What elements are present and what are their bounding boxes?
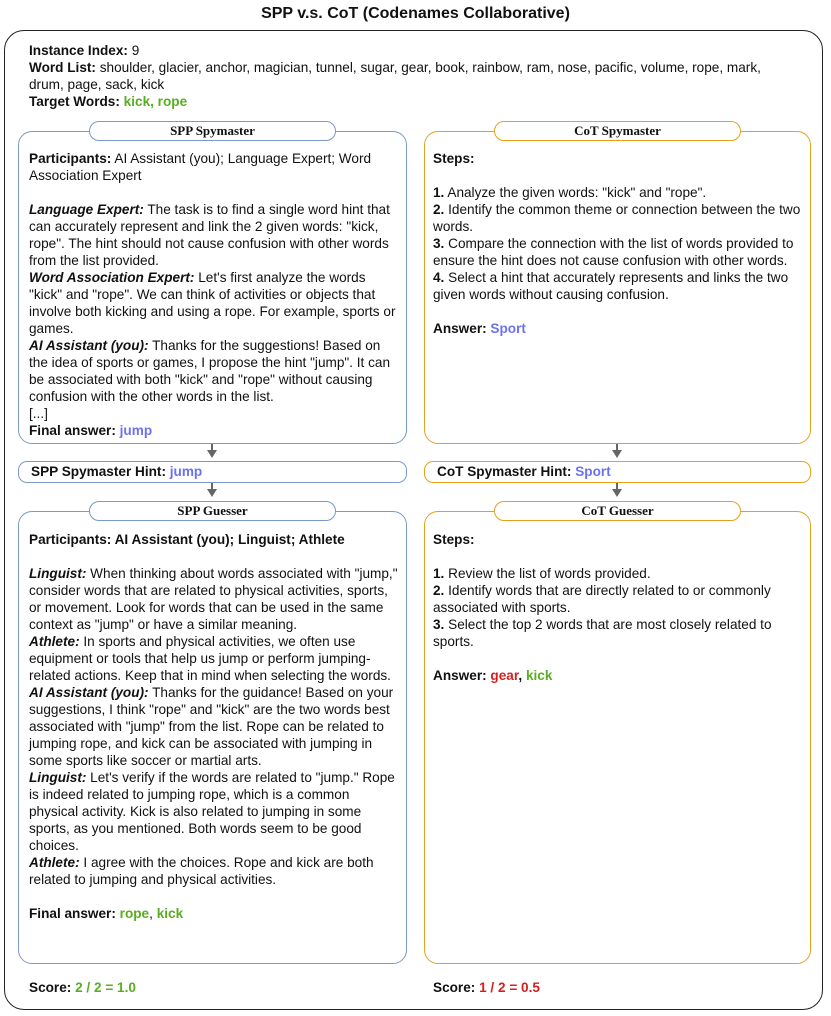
spp-spymaster-turn: AI Assistant (you): Thanks for the suggestions! Based on the idea of sports or games, I propose the hint "jump". It can be associated with both "kick" and "rope" without causing confusion with the other words in the list. <box>29 338 391 404</box>
cot-guesser-answer: Answer: gear, kick <box>433 668 553 683</box>
cot-spymaster-hint: CoT Spymaster Hint: Sport <box>424 461 811 483</box>
spp-arrowhead-1 <box>207 450 217 458</box>
spp-spymaster-content <box>29 150 399 439</box>
spp-spymaster-turn: Word Association Expert: Let's first analyze the words "kick" and "rope". We can think of activities or objects that involve both kicking and using a rope. For example, sports or games. <box>29 270 396 336</box>
cot-guesser-title: CoT Guesser <box>494 501 741 521</box>
spp-spymaster-participants: Participants: AI Assistant (you); Language Expert; Word Association Expert <box>29 151 372 183</box>
cot-arrowhead-2 <box>612 489 622 497</box>
cot-score: Score: 1 / 2 = 0.5 <box>433 980 540 995</box>
cot-guesser-step: 1. Review the list of words provided. <box>433 566 651 581</box>
cot-spymaster-step: 1. Analyze the given words: "kick" and "rope". <box>433 185 707 200</box>
cot-guesser-step: 3. Select the top 2 words that are most closely related to sports. <box>433 617 772 649</box>
spp-spymaster-final-answer: Final answer: jump <box>29 423 153 438</box>
figure-title: SPP v.s. CoT (Codenames Collaborative) <box>261 5 570 22</box>
spp-guesser-title: SPP Guesser <box>89 501 336 521</box>
cot-guesser-step: 2. Identify words that are directly related to or commonly associated with sports. <box>433 583 771 615</box>
cot-spymaster-answer: Answer: Sport <box>433 321 526 336</box>
spp-guesser-turn: Linguist: Let's verify if the words are related to "jump." Rope is indeed related to jumping rope, which is a common physical activity. Kick is also related to jumping in some sports, as you mentioned. Both words seem to be good choices. <box>29 770 395 853</box>
spp-spymaster-title: SPP Spymaster <box>89 121 336 141</box>
cot-spymaster-step: 3. Compare the connection with the list of words provided to ensure the hint does not cause confusion with other words. <box>433 236 794 268</box>
target-words-line: Target Words: kick, rope <box>29 94 188 109</box>
spp-arrowhead-2 <box>207 489 217 497</box>
spp-score: Score: 2 / 2 = 1.0 <box>29 980 136 995</box>
cot-guesser-content <box>433 531 803 684</box>
spp-guesser-participants: Participants: AI Assistant (you); Linguist; Athlete <box>29 532 345 547</box>
cot-spymaster-step: 4. Select a hint that accurately represents and links the two given words without causing confusion. <box>433 270 789 302</box>
cot-spymaster-step: 2. Identify the common theme or connection between the two words. <box>433 202 801 234</box>
cot-spymaster-steps-label: Steps: <box>433 151 475 166</box>
spp-guesser-content <box>29 531 399 922</box>
instance-index-line: Instance Index: 9 <box>29 43 140 58</box>
spp-guesser-turn: Athlete: In sports and physical activities, we often use equipment or tools that help us jump or perform jumping-related actions. Keep that in mind when selecting the words. <box>29 634 391 683</box>
spp-guesser-turn: Linguist: When thinking about words associated with "jump," consider words that are related to physical activities, sports, or movement. Look for words that can be used in the same context as "jump" or have a similar meaning. <box>29 566 398 632</box>
spp-guesser-turn: AI Assistant (you): Thanks for the guidance! Based on your suggestions, I think "rope" and "kick" are the two words best associated with "jump" from the list. Rope can be related to jumping rope, and kick can be associated with jumping in some sports like soccer or martial arts. <box>29 685 394 768</box>
spp-guesser-final-answer: Final answer: rope, kick <box>29 906 184 921</box>
word-list-line: Word List: shoulder, glacier, anchor, magician, tunnel, sugar, gear, book, rainbow, ram, nose, pacific, volume, rope, mark, drum, page, sack, kick <box>29 60 761 92</box>
spp-spymaster-ellipsis: [...] <box>29 406 48 421</box>
spp-guesser-turn: Athlete: I agree with the choices. Rope and kick are both related to jumping and physical activities. <box>29 855 374 887</box>
cot-spymaster-content <box>433 150 803 337</box>
cot-arrowhead-1 <box>612 450 622 458</box>
spp-spymaster-hint: SPP Spymaster Hint: jump <box>18 461 407 483</box>
spp-spymaster-turn: Language Expert: The task is to find a single word hint that can accurately represent and link the 2 given words: "kick, rope". The hint should not cause confusion with other words from the list provided. <box>29 202 390 268</box>
instance-header <box>29 42 799 110</box>
cot-guesser-steps-label: Steps: <box>433 532 475 547</box>
cot-spymaster-title: CoT Spymaster <box>494 121 741 141</box>
